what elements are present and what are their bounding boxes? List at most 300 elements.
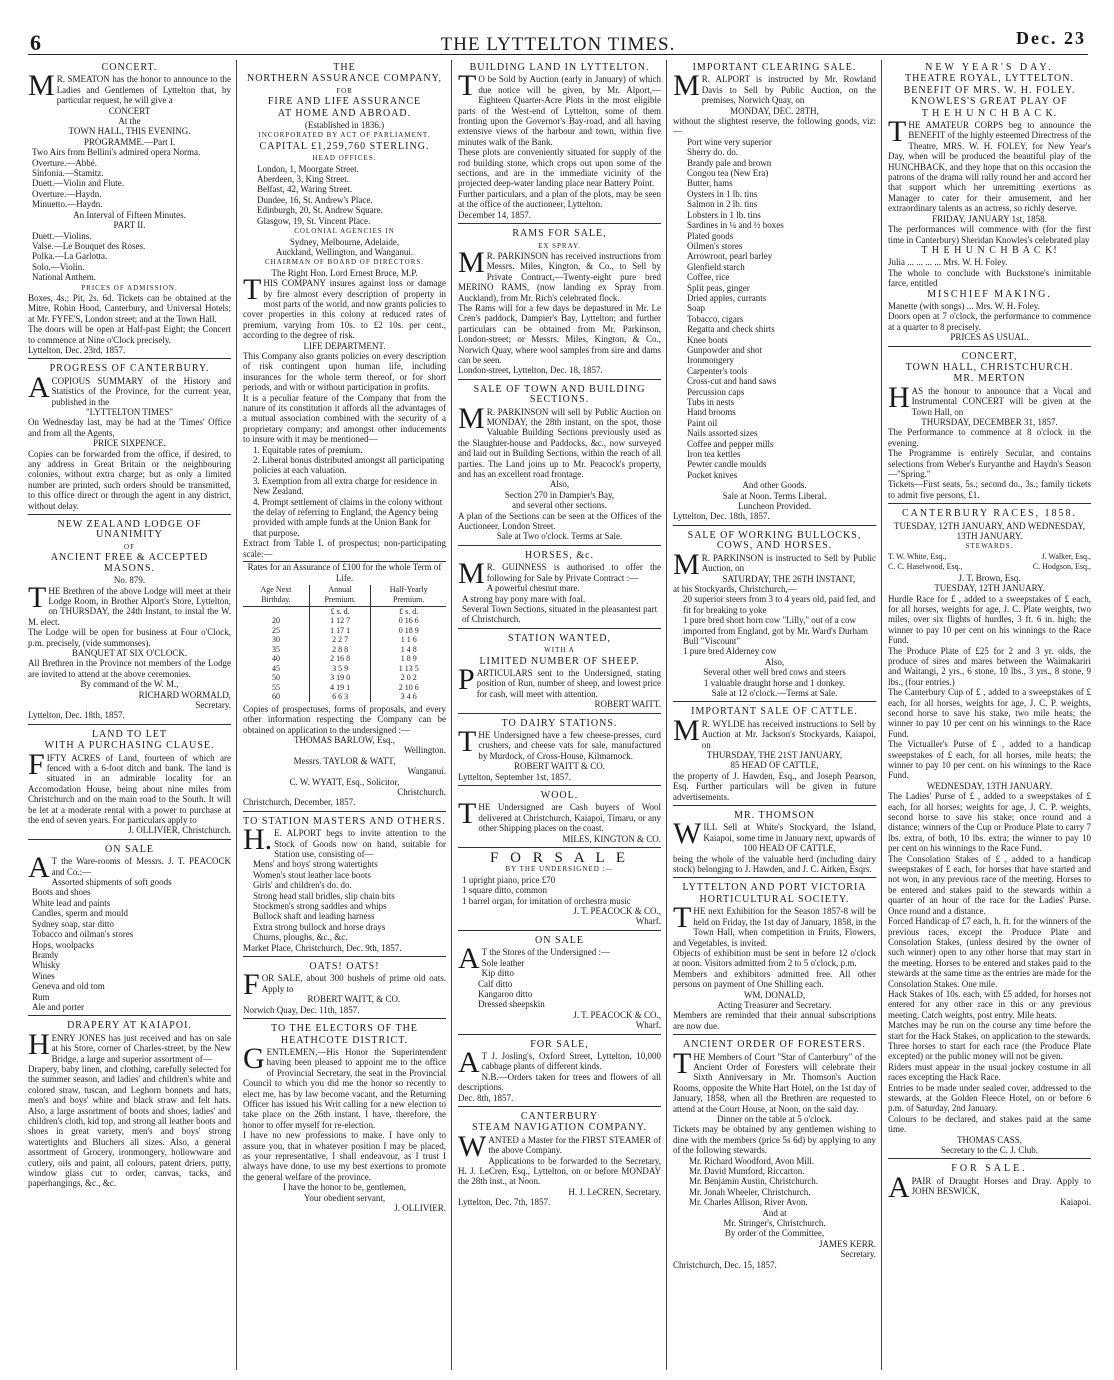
table-cell: 35 [271,644,280,654]
ad-title: MR. THOMSON [734,810,815,822]
concert-ad [28,60,231,359]
ad-line: By command of the W. M., [80,679,179,690]
ad-line: No. 879. [113,575,146,586]
thomson-ad [673,808,876,878]
stewards-row [888,552,1091,562]
ad-body: THE AMATEUR CORPS beg to announce the BENEFIT of the highly esteemed Directress of the Theatre, MRS. W. H. FOLEY, for New Year's Day, when will be produced the beautiful play of the HUNCHBACK, and they hope that on this occasion the patrons of the drama will rally round her and accord her that support which her unremitting exertions as Manager to cater for their amusement, and her extraordinary talents as an actress, so richly deserve. [888,115,1091,214]
signature: JAMES KERR. [818,1238,876,1249]
ad-title: STATION WANTED, [508,632,611,644]
list-item: Aberdeen, 3, King Street. [257,174,349,185]
race-entry: The Victualler's Purse of £ , added to a handicap sweepstakes of £ each, for all horses, mile heats; the winner to pay 10 per cent. on his winnings to the Race Fund. [888,739,1091,781]
ad-title: T H E H U N C H B A C K! [921,244,1058,256]
list-item: Hops, woolpacks [32,939,94,950]
ad-body: MR. PARKINSON has received instructions from Messrs. Miles, Kington, & Co., to Sell by Private Contract,—Twenty-eight pure bred MERINO RAMS, (now landing ex Spray from Auckland), from Mr. Rich's celebrated flock. [458,245,661,303]
oats-ad [243,959,446,1019]
list-item: Tubs in nests [687,397,735,407]
list-item: Mr. Jonah Wheeler, Christchurch. [689,1186,811,1197]
list-item: Coffee, rice [687,272,730,283]
list-item: Mr. Richard Woodford, Avon Mill. [689,1155,815,1166]
list-item: 2. Liberal bonus distributed amongst all participating policies at each valuation. [253,455,445,476]
list-item: Lobsters in 1 lb. tins [687,209,761,220]
ad-title: TO THE ELECTORS OF THE [271,1023,418,1035]
list-item: Regatta and check shirts [687,324,775,335]
list-item: Calf ditto [478,978,513,989]
horticultural-ad [673,880,876,1035]
ad-line: INCORPORATED BY ACT OF PARLIAMENT. [258,131,431,140]
ad-title: HORTICULTURAL SOCIETY. [699,893,850,905]
list-item: Knee boots [687,334,728,345]
ad-title: FOR SALE. [951,1163,1028,1175]
list-item: Brandy pale and brown [687,157,772,168]
program-heading: PART II. [113,220,146,231]
list-item: Bullock shaft and leading harness [253,911,375,922]
land-ad [28,727,231,840]
northern-assurance-ad [243,60,446,812]
ad-body: MR. ALPORT is instructed by Mr. Rowland Davis to Sell by Public Auction, on the premises, Norwich Quay, on [673,69,876,106]
building-land-ad [458,60,661,224]
table-cell: 1 1 6 [371,635,446,645]
steward-name: J. T. Brown, Esq. [958,572,1021,583]
wool-ad [458,788,661,848]
draught-horses-ad [888,1161,1091,1210]
ad-line: 85 HEAD OF CATTLE, [730,760,819,771]
ad-title: ANCIENT ORDER OF FORESTERS. [683,1039,866,1051]
signature: RICHARD WORMALD, [138,689,231,700]
ad-line: COLONIAL AGENCIES IN [294,227,395,236]
table-row [243,683,446,693]
newspaper-title: THE LYTTELTON TIMES. [440,34,676,55]
ad-body: H.E. ALPORT begs to invite attention to the Stock of Goods now on hand, suitable for Station use, consisting of— [243,823,446,859]
ad-body: The performances will commence with (for the first time in Canterbury) Sheridan Knowles's celebrated play [888,224,1091,245]
signature: WM. DONALD, [743,989,806,1000]
table-cell: £ s. d. [371,606,446,616]
ad-line: 100 HEAD OF CATTLE, [743,843,836,854]
ad-title: NEW YEAR'S DAY. [925,62,1054,73]
program-item: Two Airs from Bellini's admired opera Norma. [32,147,201,158]
ad-body: Doors open at 7 o'clock, the performance to commence at a quarter to 8 precisely. [888,311,1091,332]
table-cell: 60 [271,692,280,702]
list-item: Paint oil [687,417,718,428]
list-item: Butter, hams [687,178,733,189]
ad-title: AT HOME AND ABROAD. [277,107,412,119]
list-item: Split peas, ginger [687,282,750,293]
prices-heading: PRICES OF ADMISSION. [81,283,178,292]
benefits-list [243,445,446,539]
ad-line: MONDAY, DEC. 28TH, [730,105,819,116]
ad-body: AT the Ware-rooms of Messrs. J. T. PEACOCK and Co.:— [28,851,231,885]
signature-place: Wharf. [635,916,661,927]
ad-line: BY THE UNDERSIGNED :— [505,865,614,874]
ad-body: THE Members of Court "Star of Canterbury" of the Ancient Order of Foresters will celebrate their Sixth Anniversary in Mr. Thomson's Auction Rooms, opposite the White Hart Hotel, on the 1st day of January, 1858, when all the Brethren are requested to attend at the Court House, at Noon, on the said day. [673,1046,876,1114]
ad-line: STEWARDS. [965,542,1014,551]
list-item: 1 square ditto, common [462,885,547,896]
ad-body: Extract from Table I. of prospectus; non-participating scale:— [243,538,446,559]
table-cell: 2 8 8 [309,645,371,655]
ad-line: Sale at 12 o'clock.—Terms at Sale. [711,687,838,698]
town-sections-ad [458,382,661,546]
table-cell: 2 16 8 [309,654,371,664]
ad-line: TUESDAY, 12TH JANUARY, AND WEDNESDAY, 13TH JANUARY. [894,520,1085,542]
ad-title: F O R S A L E [490,850,629,867]
ad-date: Lyttelton, September 1st, 1857. [458,771,571,782]
ad-title: DRAPERY AT KAIAPOI. [67,1020,192,1032]
table-row [243,606,446,616]
list-item: Salmon in 2 lb. tins [687,199,758,210]
ad-line: Sydney, Melbourne, Adelaide, [289,236,400,247]
list-item: Cross-cut and hand saws [687,376,777,387]
list-item: Whisky [32,960,60,971]
list-item: Girls' and children's do. do. [253,880,352,891]
ad-title: LYTTELTON AND PORT VICTORIA [682,882,867,894]
list-item: Edinburgh, 20, St. Andrew Square. [257,205,383,216]
goods-list [673,594,876,656]
ad-line: HEAD OFFICES. [312,154,377,163]
goods-list [458,583,661,625]
program-list [28,147,231,209]
ad-title: THE [333,62,356,73]
ad-body: Members and exhibitors admitted free. All other persons on payment of One Shilling each. [673,968,876,990]
table-cell: 1 12 7 [309,616,371,626]
ad-title: KNOWLES'S GREAT PLAY OF [911,96,1068,108]
leather-sale-ad [458,933,661,1035]
ad-body: WANTED a Master for the FIRST STEAMER of the above Company. [458,1129,661,1163]
steward-name: C. C. Haselwood, Esq., [888,562,963,572]
race-entry: Entries to be made under sealed cover, addressed to the stewards, at the Golden Fleece Hotel, on or before 6 p.m. of Saturday, 2nd January. [888,1082,1091,1114]
ad-body: HENRY JONES has just received and has on sale at his Store, corner of Charles-street, by the New Bridge, a large and superior assortment of— [28,1027,231,1064]
table-cell: 50 [271,673,280,683]
table-header: Annual Premium. [309,585,371,606]
ad-title: CANTERBURY RACES, 1858. [901,508,1078,520]
list-item: Women's stout leather lace boots [253,869,371,880]
ad-body: THE Brethren of the above Lodge will meet at their Lodge Room, in Brother Alport's Store, Lyttelton, on THURSDAY, the 24th Instant, to instal the W. M. elect. [28,580,231,627]
agent-place: Wellington. [403,745,446,756]
ad-date: Christchurch, Dec. 15, 1857. [673,1259,777,1270]
ad-date: Lyttelton, Dec. 23rd, 1857. [28,344,126,355]
ad-body: FIFTY ACRES of Land, fourteen of which are fenced with a 6-foot ditch and bank. The land is situated in an admirable locality for an Accomodation House, being about nine miles from Christchurch and on the main road to the South. It will be let at a moderate rental with a power to purchase at the end of seven years. For particulars apply to [28,747,231,826]
list-item: Oysters in 1 lb. tins [687,188,758,199]
program-item: Overture.—Abbé. [32,157,97,168]
ad-body: TO be Sold by Auction (early in January) of which due notice will be given, by Mr. Alport,—Eighteen Quarter-Acre Plots in the most eligible parts of the West-end of Lyttelton, some of them fronting upon the Governor's Bay-road, and all having extensive views of the harbour and town, within five minutes walk of the Bank. [458,69,661,147]
list-item: Several Town Sections, situated in the pleasantest part of Christchurch. [462,603,658,625]
ad-title: BUILDING LAND IN LYTTELTON. [469,62,650,73]
ad-body: FOR SALE, about 300 bushels of prime old oats. Apply to [243,968,446,1002]
ad-line: By order of the Committee, [724,1228,825,1239]
ad-line: FRIDAY, JANUARY 1st, 1858. [932,213,1047,224]
list-item: Assorted shipments of soft goods [51,877,172,888]
ad-title: BENEFIT OF MRS. W. H. FOLEY. [903,84,1076,96]
office-list [243,164,446,226]
signature: ROBERT WAITT, & CO. [307,994,401,1005]
stewards-row [888,562,1091,572]
list-item: Geneva and old tom [32,981,105,992]
ad-body: Copies of prospectuses, forms of proposals, and every other information respecting the Company can be obtained on application to the undersigned :— [243,703,446,735]
ad-title: CONCERT, [961,350,1018,362]
ad-body: A plan of the Sections can be seen at the Offices of the Auctioneer, London Street. [458,510,661,532]
signature: J. OLLIVIER, Christchurch. [128,825,231,836]
agent-name: C. W. WYATT, Esq., Solicitor, [289,776,400,787]
ad-line: The Right Hon. Lord Ernest Bruce, M.P. [271,267,418,278]
signature-role: Secretary to the C. J. Club. [941,1145,1038,1156]
list-item: Nails assorted sizes [687,428,758,439]
ad-body: without the slightest reserve, the following goods, viz:— [673,116,876,137]
ad-line: Dinner on the table at 5 o'clock. [717,1114,832,1124]
list-item: Dressed sheepskin [478,999,545,1010]
ad-line: PRICE SIXPENCE. [92,438,166,449]
table-row [243,692,446,702]
ad-line: 1 valuable draught horse and 1 donkey. [703,677,846,688]
rates-table [243,585,446,702]
race-entry: Three horses to start for each race (the Produce Plate excepted) or the public money will not be given. [888,1040,1091,1062]
ad-body: ACOPIOUS SUMMARY of the History and Statistics of the Province, for the current year, published in the [28,370,231,407]
list-item: Coffee and pepper mills [687,438,774,449]
ad-body: MR. GUINNESS is authorised to offer the following for Sale by Private Contract :— [458,557,661,591]
ad-line: CONCERT [108,105,151,116]
piano-sale-ad [458,850,661,931]
cabbage-ad [458,1037,661,1107]
list-item: Percussion caps [687,386,745,397]
ad-line: I have the honor to be, gentlemen, [283,1182,406,1193]
ad-line: SATURDAY, THE 26TH INSTANT, [722,573,856,584]
race-entry: Riders must appear in the usual jockey costume in all races excepting the Hack Race. [888,1061,1091,1083]
signature-place: Wharf. [635,1020,661,1031]
stewards-list [673,1156,876,1208]
race-entry: The Consolation Stakes of £ , added to a handicap sweepstakes of £ each, for horses that have started and not won, in any previous race of the meeting. Horses to be entered and stakes paid to the stewards within a quarter of an hour of the race for the Ladies' Purse. Once round and a distance. [888,853,1091,916]
clearing-sale-ad [673,60,876,526]
ad-body: MR. SMEATON has the honor to announce to the Ladies and Gentlemen of Lyttelton that, by particular request, he will give a [28,69,231,106]
program-item: Valse.—Le Bouquet des Roses. [32,240,146,251]
list-item: 1. Equitable rates of premium. [253,444,363,455]
goods-list [243,859,446,942]
list-item: Tobacco, cigars [687,313,744,324]
ad-body: GENTLEMEN,—His Honor the Superintendent having been pleased to appoint me to the office of Provincial Secretary, the seat in the Provincial Council to which you did me the honor so recently to elect me, has by law become vacant, and the Returning Officer has issued his Writ calling for a new election to take place on the 26th instant. I have, therefore, the honor to offer myself for re-election. [243,1041,446,1130]
ad-line: And other Goods. [742,480,807,491]
ad-title: IMPORTANT CLEARING SALE. [692,62,857,73]
ad-body: PARTICULARS sent to the Undersigned, stating position of Run, number of sheep, and lowest price for cash, will meet with attention. [458,662,661,699]
goods-list [673,137,876,480]
race-day-heading: WEDNESDAY, 13TH JANUARY. [926,780,1053,791]
column-rule [451,60,452,1370]
lodge-ad [28,517,231,725]
signature: J. T. PEACOCK & CO., [573,906,661,917]
ad-title: RAMS FOR SALE, [512,228,607,240]
column-rule [236,60,237,1370]
ad-title: CAPITAL £1,259,760 STERLING. [259,140,430,152]
horses-ad [458,548,661,629]
ad-line: Auckland, Wellington, and Wanganui. [275,246,414,257]
ad-title: WITH A PURCHASING CLAUSE. [44,740,215,752]
table-cell: 40 [271,654,280,664]
ad-date: London-street, Lyttelton, Dec. 18, 1857. [458,365,603,376]
ad-body: Applications to be forwarded to the Secretary, H. J. LeCren, Esq., Lyttelton, on or before MONDAY the 28th inst., at Noon. [458,1155,661,1187]
list-item: Wines [32,970,55,981]
goods-list [28,877,231,1012]
list-item: A strong bay pony mare with foal. [462,593,586,604]
table-cell: 1 17 1 [309,626,371,636]
signature: MILES, KINGTON & CO. [562,833,661,844]
list-item: 1 pure bred Alderney cow [683,646,777,657]
ad-body: Boxes, 4s.; Pit, 2s. 6d. Tickets can be obtained at the Mitre, Robin Hood, Canterbury, and Universal Hotels; at Mr. FYFE'S, London street; and at the Town Hall. [28,292,231,324]
table-cell: 2 0 2 [371,673,446,683]
ad-line: Several other well bred cows and steers [703,667,846,678]
ad-date: Christchurch, December, 1857. [243,797,356,808]
list-item: Port wine very superior [687,136,772,147]
table-row [243,673,446,683]
ad-title: LAND TO LET [91,728,168,740]
ad-body: The doors will be open at Half-past Eight; the Concert to commence at Nine o'Clock precisely. [28,324,231,345]
table-cell: 25 [271,625,280,635]
list-item: Dundee, 16, St. Andrew's Place. [257,194,373,205]
signature: THOMAS CASS, [956,1134,1023,1145]
drapery-ad [28,1018,231,1192]
station-wanted-ad [458,631,661,714]
ad-title: SALE OF TOWN AND BUILDING SECTIONS. [473,383,646,406]
ad-body: These plots are conveniently situated for supply of the rod building stone, which crops out upon some of the sections, and are in the immediate vicinity of the projected deep-water landing place near Battery Point. [458,147,661,189]
rates-title: Rates for an Assurance of £100 for the whole Term of Life. [243,561,446,583]
masthead [28,22,1088,55]
steward-name: C. Hodgson, Esq., [1032,562,1091,572]
races-ad [888,506,1091,1159]
list-item: Congou tea (New Era) [687,168,769,179]
list-item: Hand brooms [687,407,736,418]
ad-title: FIRE AND LIFE ASSURANCE [267,96,422,108]
agent-place: Christchurch. [397,786,446,797]
ad-body: The Programme is entirely Secular, and contains selections from Weber's Euryanthe and Haydn's Season—"Spring." [888,448,1091,480]
ad-title: ON SALE [105,843,154,855]
ad-body: On Wednesday last, may be had at the 'Times' Office and from all the Agents, [28,417,231,438]
program-item: Overture.—Haydn. [32,188,102,199]
column-rule [881,60,882,1370]
ad-line: FOR [336,86,353,95]
ad-line: Also, [764,656,785,667]
ad-body: Copies can be forwarded from the office, if desired, to any address in Great Britain or the neighbouring colonies, without extra charge; but as only a limited number are printed, such orders should be transmitted, to this office direct or through the agent in any district, without delay. [28,448,231,511]
ad-date: Market Place, Christchurch, Dec. 9th, 1857. [243,942,402,953]
ad-body: the property of J. Hawden, Esq., and Joseph Pearson, Esq. Further particulars will be given in future advertisements. [673,770,876,802]
ad-line: LIFE DEPARTMENT. [303,340,386,351]
ad-date: Lyttelton, Dec. 7th, 1857. [458,1197,551,1208]
steam-navigation-ad [458,1109,661,1211]
list-item: 20 superior steers from 3 to 4 years old, paid fed, and fit for breaking to yoke [683,594,876,615]
list-item: Soap [687,303,705,314]
program-list [28,231,231,283]
list-item: Arrowroot, pearl barley [687,251,773,262]
ad-line: THURSDAY, DECEMBER 31, 1857. [921,417,1058,427]
list-item: Carpenter's tools [687,365,748,376]
electors-ad [243,1021,446,1216]
rams-ad [458,226,661,380]
list-item: 3. Exemption from all extra charge for residence in New Zealand. [253,475,438,497]
ad-title: LIMITED NUMBER OF SHEEP. [479,655,640,667]
table-cell: 1 4 8 [371,645,446,655]
column-3 [458,60,661,1370]
cast-line: Julia ... ... ... ... Mrs. W. H. Foley. [888,257,1008,268]
list-item: 1 pure bred short horn cow "Lilly," out of a cow imported from England, got by Mr. Ward's Durham Bull "Viscount" [683,615,868,646]
race-entry: Forced Handicap of £7 each, h. ft. for the winners of the previous races, except the Produce Plate and Consolation Stakes, (unless desired by the owner of such winner) open to any other horse that may start in the meeting. Horses to be entered and stakes paid to the stewards at the same time as the entries are made for the Consolation Stakes. One mile. [888,916,1091,989]
race-entry: Hack Stakes of 10s. each, with £5 added, for horses not entered for any other race in this or any previous meeting. Catch weights, post entry. Mile heats. [888,988,1091,1020]
ad-line: Mr. Stringer's, Christchurch. [723,1218,826,1229]
ad-line: EX SPRAY. [538,241,581,250]
program-item: Sinfonia.—Stamitz. [32,168,104,179]
ad-title: TOWN HALL, CHRISTCHURCH. [905,361,1074,373]
ad-body: Drapery, baby linen, and clothing, carefully selected for the summer season, and ladies' and children's white and colored straw, tuscan, and Leghorn bonnets and hats, men's and boys' white and black straw and felt hats. Also, a large assortment of boots and shoes, ladies' and children's cloth, kid top, and strong all leather boots and shoes in great variety, men's and boys' strong watertights and Bluchers all sizes. Also, a general assortment of Grocery, ironmongery, hollowware and cutlery, oils and paint, all colours, patent driers, putty, window glass cut to order, canvas, tacks, and paperhangings, &c., &c. [28,1063,231,1189]
ad-body: AT the Stores of the Undersigned :— [458,942,610,976]
race-entry: Colours to be declared, and stakes paid at the same time. [888,1113,1091,1135]
list-item: Plated goods [687,230,734,241]
ad-body: AT J. Josling's, Oxford Street, Lyttelton, 10,000 cabbage plants of different kinds. [458,1045,661,1079]
new-years-day-ad [888,60,1091,347]
race-day-heading: TUESDAY, 12TH JANUARY. [934,583,1045,594]
list-item: Strong head stall bridles, slip chain bits [253,890,395,901]
table-header: Age Next Birthday. [243,585,309,606]
ad-body: This Company also grants policies on every description of risk contingent upon human life, including insurances for the whole term thereof, or for short periods, and with or without participation in profits. [243,350,446,393]
ad-body: N.B.—Orders taken for trees and flowers of all descriptions. [458,1071,661,1093]
ad-body: WILL Sell at White's Stockyard, the Island, Kaiapoi, some time in January next, upwards of [673,817,876,851]
signature-role: Secretary. [195,699,231,710]
ad-line: Also, [549,479,570,490]
list-item: Pewter candle moulds [687,459,767,470]
list-item: Sherry do. do. [687,147,738,158]
list-item: Mr. Benjamin Austin, Christchurch. [689,1176,818,1187]
ad-body: MR. PARKINSON is instructed to Sell by Public Auction, on [673,547,876,581]
list-item: Mr. Charles Allison, River Avon. [689,1197,808,1208]
ad-line: and several other sections. [512,500,607,511]
agent-name: THOMAS BARLOW, Esq., [294,734,395,745]
ad-line: "LYTTELTON TIMES" [85,407,174,417]
ad-line: (Established in 1836.) [304,120,385,131]
table-cell: 0 18 9 [371,626,446,636]
signature: H. J. LeCREN, Secretary. [568,1186,661,1197]
ad-line: CHAIRMAN OF BOARD OF DIRECTORS. [264,258,425,267]
table-row [243,616,446,626]
list-item: Sole leather [481,957,525,968]
table-cell: 2 10 6 [371,683,446,693]
list-item: Boots and shoes [32,887,91,898]
steward-name: J. Walker, Esq., [1041,551,1091,561]
column-2 [243,60,446,1370]
ad-body: HAS the honour to announce that a Vocal and Instrumental CONCERT will be given at the Town Hall, on [888,380,1091,417]
ad-body: It is a peculiar feature of the Company that from the nature of its constitution it affords all the advantages of a mutual association combined with the security of a proprietary company; and amongst other inducements to insure with it may be mentioned— [243,392,446,445]
ad-line: Luncheon Provided. [738,501,811,512]
signature: ROBERT WAITT & CO. [514,761,605,772]
table-cell: 6 6 3 [309,692,371,702]
signature: J. T. PEACOCK & CO., [573,1009,661,1020]
onsale-ad [28,842,231,1017]
column-rule [666,60,667,1370]
program-item: Duett.—Violin and Flute. [32,178,124,189]
ad-line: OF [124,542,135,551]
bullocks-ad [673,528,876,703]
program-item: Solo.—Violin. [32,261,85,272]
table-header: Half-Yearly Premium. [371,585,446,606]
agent-name: Messrs. TAYLOR & WATT, [293,755,396,766]
ad-body: The Performance to commence at 8 o'clock in the evening. [888,427,1091,448]
list-item: Kangaroo ditto [478,988,533,999]
merton-concert-ad [888,349,1091,505]
goods-list [458,958,661,1010]
ad-line: Section 270 in Dampier's Bay, [504,489,615,500]
issue-date: Dec. 23 [1016,28,1086,48]
ad-date: Norwich Quay, Dec. 11th, 1857. [243,1004,360,1015]
race-entry: Matches may be run on the course any time before the start for the Hack Stakes, on application to the stewards. [888,1020,1091,1041]
signature: ROBERT WAITT. [594,699,661,710]
ad-body: Tickets—First seats, 5s.; second do., 3s.; family tickets to admit five persons, £1. [888,479,1091,500]
ad-line: at his Stockyards, Christchurch,— [673,583,797,594]
list-item: Sydney soap, star ditto [32,918,114,929]
ad-body: THE Undersigned are Cash buyers of Wool delivered at Christchurch, Kaiapoi, Timaru, or any other Shipping places on the coast. [458,797,661,834]
list-item: White lead and paints [32,897,111,908]
ad-body: MR. WYLDE has received instructions to Sell by Auction at Mr. Jackson's Stockyards, Kaiapoi, on [673,713,876,750]
program-item: Duett.—Violins. [32,230,92,241]
ad-line: TOWN HALL, THIS EVENING. [68,126,191,137]
